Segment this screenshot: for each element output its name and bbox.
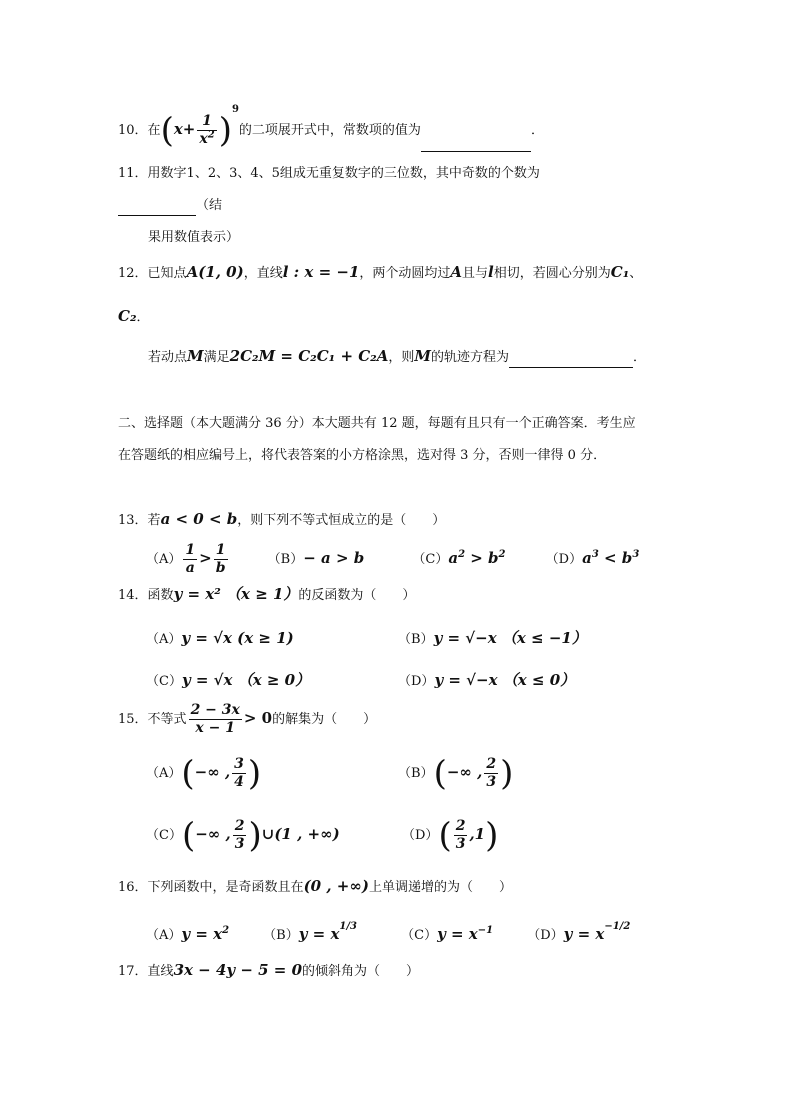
q13: 13．若a < 0 < b，则下列不等式恒成立的是（ ） [118,510,446,528]
q10-expression: (x+ $\frac{1}{x^2}$ )$^9$ [160,104,239,151]
q15-option-c[interactable]: （C）(−∞ , $\frac{2}{3}$ )∪(1 , +∞) [146,815,340,856]
option-c[interactable]: $(C)a^2 > b^2$ [412,549,506,567]
q10-pre: 在 [147,123,161,138]
q11-line3: 果用数值表示） [148,230,240,245]
answer-blank[interactable] [509,351,633,368]
option-d[interactable]: $(D)y = x^{-1/2}$ [527,921,631,943]
q14-option-c[interactable]: （C）y = √x （x ≥ 0） [146,671,311,689]
point-a: A(1, 0) [186,263,244,281]
q15-option-a[interactable]: （A）(−∞ , $\frac{3}{4}$ ) [146,753,262,794]
q14-option-d[interactable]: （D）y = √−x （x ≤ 0） [398,671,576,689]
section2-instructions: 在答题纸的相应编号上，将代表答案的小方格涂黑，选对得 3 分，否则一律得 0 分． [118,448,607,463]
q12-line1: 12．已知点A(1, 0)，直线l : x = −1，两个动圆均过A且与l相切，若圆心分别为C₁、 [118,263,643,281]
q13-options [146,538,639,578]
q17: 17．直线3x − 4y − 5 = 0的倾斜角为（ ） [118,961,420,979]
q14-option-a[interactable]: （A）y = √x (x ≥ 1) [146,629,294,647]
q10-post: 的二项展开式中，常数项的值为 [238,123,421,138]
q12-line2: C₂． [118,307,150,325]
q14: 14．函数y = x² （x ≥ 1）的反函数为（ ） [118,585,416,603]
q15-option-d[interactable]: （D）( $\frac{2}{3}$ ,1) [402,815,499,856]
answer-blank[interactable] [118,199,196,216]
q10-number: 10． [118,123,148,138]
q11-line1: 11．用数字1、2、3、4、5组成无重复数字的三位数，其中奇数的个数为 [118,166,540,181]
q15: 15．不等式 $\frac{2 - 3x}{x - 1}$ > 0的解集为（ ） [118,702,377,736]
option-b[interactable]: $(B)y = x^{1/3}$ [263,921,357,943]
q14-option-b[interactable]: （B）y = √−x （x ≤ −1） [398,629,587,647]
q16-options [146,921,631,946]
answer-blank[interactable] [421,135,531,152]
q12-line3: 若动点M满足2C₂M = C₂C₁ + C₂A，则M的轨迹方程为 ． [148,346,646,368]
option-b[interactable]: （B）− a > b [267,549,365,567]
option-d[interactable]: $(D)a^3 < b^3$ [545,549,640,567]
section2-header: 二、选择题（本大题满分 36 分）本大题共有 12 题，每题有且只有一个正确答案．考生应 [118,416,636,431]
vector-equation: 2C₂M = C₂C₁ + C₂A [229,347,389,365]
option-a[interactable]: $(A)y = x^2$ [146,925,230,943]
q11-text: 用数字1、2、3、4、5组成无重复数字的三位数，其中奇数的个数为 [147,166,540,181]
q10: 10．在(x+ $\frac{1}{x^2}$ )$^9$的二项展开式中，常数项的值为 ． [118,104,544,151]
option-a[interactable]: （A） $\frac{1}{a}$ > $\frac{1}{b}$ [146,542,226,576]
q11-line2: （结 [118,196,222,216]
q16: 16．下列函数中，是奇函数且在(0 , +∞)上单调递增的为（ ） [118,877,512,895]
option-c[interactable]: $(C)y = x^{-1}$ [401,925,494,943]
line-l: l : x = −1 [282,263,360,281]
q15-option-b[interactable]: （B）(−∞ , $\frac{2}{3}$ ) [398,753,514,794]
